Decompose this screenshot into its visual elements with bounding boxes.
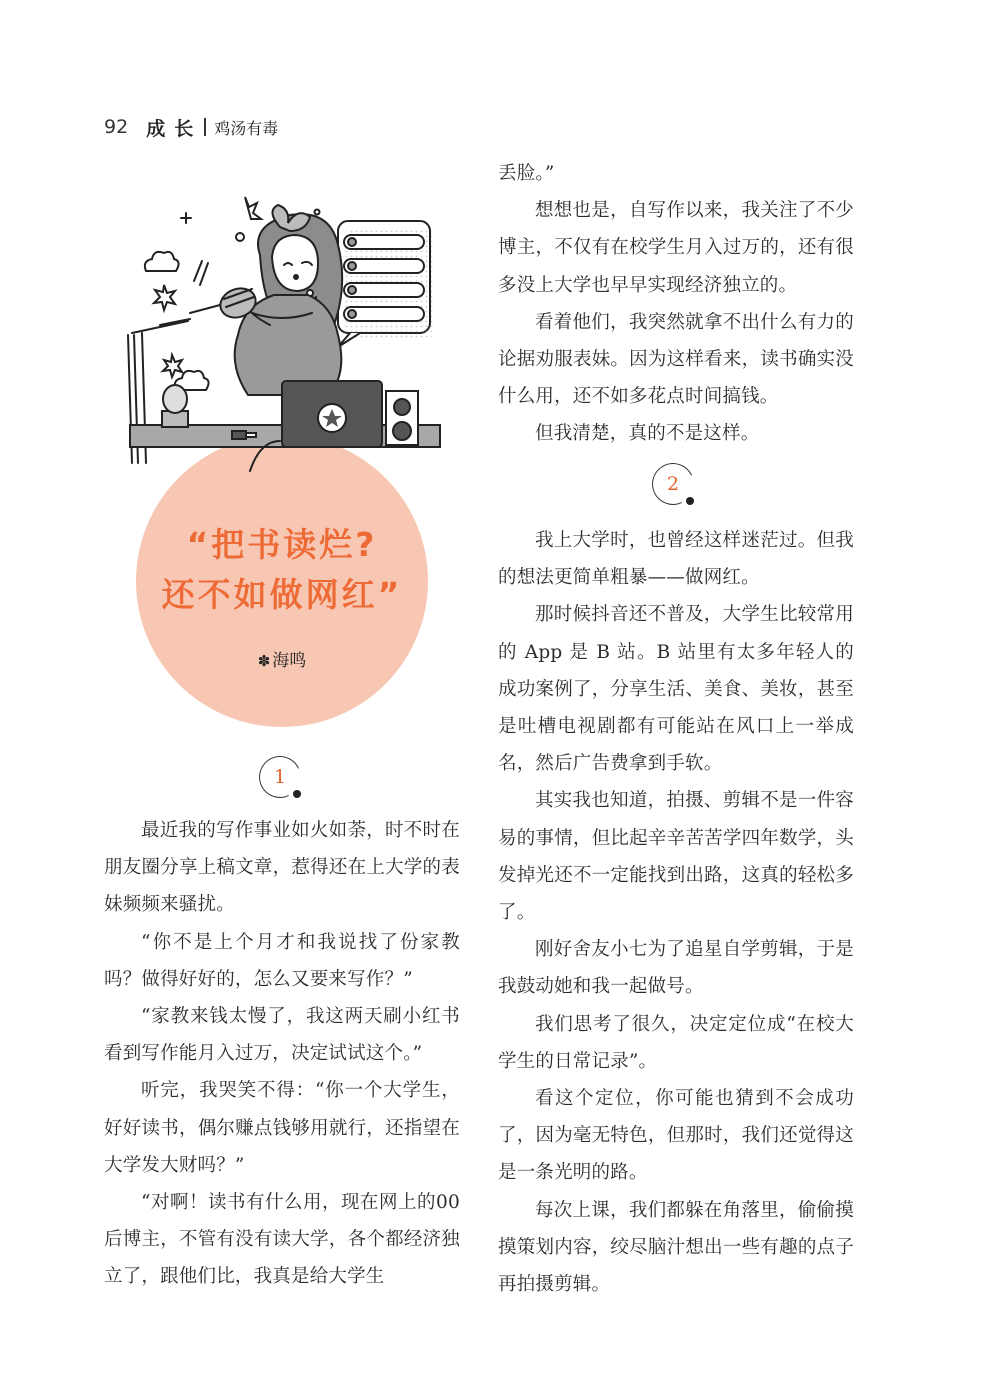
author-name: 海鸣 xyxy=(272,651,307,671)
paragraph: 但我清楚，真的不是这样。 xyxy=(535,423,760,445)
paragraph: 听完，我哭笑不得：“你一个大学生，好好读书，偶尔赚点钱够用就行，还指望在大学发大财吗？” xyxy=(104,1080,460,1176)
article-title xyxy=(136,520,428,620)
title-line-1: “把书读烂? xyxy=(186,525,378,564)
paragraph: 想想也是，自写作以来，我关注了不少博主，不仅有在校学生月入过万的，还有很多没上大学也早早实现经济独立的。 xyxy=(498,200,854,296)
section-number-1: 1 xyxy=(259,756,303,800)
author-byline xyxy=(136,646,428,671)
left-column-text xyxy=(104,812,460,1296)
page-number: 92 xyxy=(104,116,129,138)
paragraph: 看这个定位，你可能也猜到不会成功了，因为毫无特色，但那时，我们还觉得这是一条光明的路。 xyxy=(498,1088,854,1184)
flower-icon: ✽ xyxy=(257,652,271,670)
running-header xyxy=(104,113,278,141)
paragraph: 最近我的写作事业如火如荼，时不时在朋友圈分享上稿文章，惹得还在上大学的表妹频频来骚扰。 xyxy=(104,820,460,916)
paragraph: 每次上课，我们都躲在角落里，偷偷摸摸策划内容，绞尽脑汁想出一些有趣的点子再拍摄剪辑。 xyxy=(498,1199,854,1296)
sparkle-icon xyxy=(181,213,191,223)
paragraph-continuation: 丢脸。” xyxy=(498,163,555,184)
paragraph: 我上大学时，也曾经这样迷茫过。但我的想法更简单粗暴——做网红。 xyxy=(498,530,854,589)
header-divider xyxy=(204,118,206,136)
title-line-2: 还不如做网红” xyxy=(161,575,403,614)
right-column-text-top xyxy=(498,155,854,453)
column-name: 鸡汤有毒 xyxy=(214,118,279,138)
paragraph: 我们思考了很久，决定定位成“在校大学生的日常记录”。 xyxy=(498,1013,854,1072)
paragraph: 看着他们，我突然就拿不出什么有力的论据劝服表妹。因为这样看来，读书确实没什么用，还不如多花点时间搞钱。 xyxy=(498,311,854,408)
paragraph: “你不是上个月才和我说找了份家教吗？做得好好的，怎么又要来写作？” xyxy=(104,931,460,990)
paragraph: “对啊！读书有什么用，现在网上的00后博主，不管有没有读大学，各个都经济独立了，跟他们比，我真是给大学生 xyxy=(104,1192,460,1288)
section-number-2: 2 xyxy=(652,463,696,507)
right-column-text-bottom xyxy=(498,522,854,1303)
paragraph: 其实我也知道，拍摄、剪辑不是一件容易的事情，但比起辛辛苦苦学四年数学，头发掉光还不一定能找到出路，这真的轻松多了。 xyxy=(498,790,854,924)
woman-podcasting-illustration xyxy=(120,185,450,475)
paragraph: 刚好舍友小七为了追星自学剪辑，于是我鼓动她和我一起做号。 xyxy=(498,939,854,998)
paragraph: 那时候抖音还不普及，大学生比较常用的 App 是 B 站。B 站里有太多年轻人的成功案例了，分享生活、美食、美妆，甚至是吐槽电视剧都有可能站在风口上一举成名，然后广告费拿到手软。 xyxy=(498,604,854,775)
section-name: 成长 xyxy=(146,117,203,140)
paragraph: “家教来钱太慢了，我这两天刷小红书看到写作能月入过万，决定试试这个。” xyxy=(104,1006,460,1065)
